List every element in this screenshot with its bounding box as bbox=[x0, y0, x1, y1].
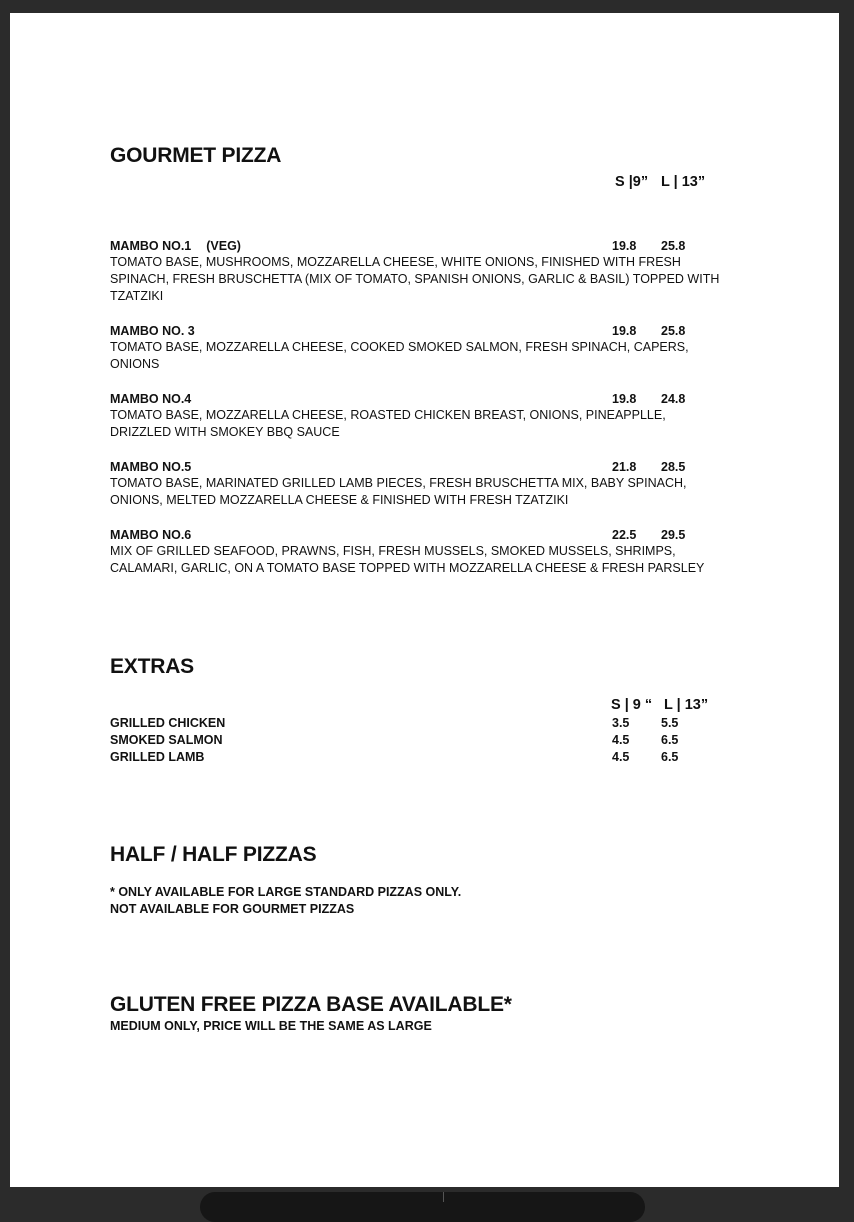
item-price-large: 29.5 bbox=[661, 528, 686, 542]
item-name: MAMBO NO.6 bbox=[110, 528, 192, 542]
item-price-small: 19.8 bbox=[612, 392, 637, 406]
toolbar-divider bbox=[443, 1192, 444, 1202]
section-title-half-half: HALF / HALF PIZZAS bbox=[110, 843, 317, 866]
item-price-large: 25.8 bbox=[661, 239, 686, 253]
item-name: MAMBO NO. 3 bbox=[110, 324, 195, 338]
menu-item bbox=[110, 528, 730, 577]
extra-price-large: 6.5 bbox=[661, 733, 679, 747]
item-price-small: 22.5 bbox=[612, 528, 637, 542]
half-half-note-line-2: NOT AVAILABLE FOR GOURMET PIZZAS bbox=[110, 902, 355, 916]
item-price-large: 24.8 bbox=[661, 392, 686, 406]
gluten-free-note: MEDIUM ONLY, PRICE WILL BE THE SAME AS LARGE bbox=[110, 1019, 432, 1033]
extras-size-small-header: S | 9 “ bbox=[611, 697, 653, 713]
item-tag: (VEG) bbox=[206, 239, 241, 253]
extra-item-name: GRILLED CHICKEN bbox=[110, 716, 226, 730]
extra-price-large: 5.5 bbox=[661, 716, 679, 730]
section-title-extras: EXTRAS bbox=[110, 655, 194, 678]
half-half-note-line-1: * ONLY AVAILABLE FOR LARGE STANDARD PIZZAS ONLY. bbox=[110, 885, 462, 899]
extra-price-large: 6.5 bbox=[661, 750, 679, 764]
section-title-gourmet: GOURMET PIZZA bbox=[110, 144, 282, 167]
viewer-toolbar[interactable] bbox=[200, 1192, 645, 1222]
item-name: MAMBO NO.5 bbox=[110, 460, 192, 474]
extras-size-large-header: L | 13” bbox=[664, 697, 709, 713]
extra-price-small: 3.5 bbox=[612, 716, 630, 730]
extra-item-name: SMOKED SALMON bbox=[110, 733, 223, 747]
item-description: MIX OF GRILLED SEAFOOD, PRAWNS, FISH, FRESH MUSSELS, SMOKED MUSSELS, SHRIMPS, CALAMARI, GARLIC, ON A TOMATO BASE TOPPED WITH MOZZARELLA CHEESE & FRESH PARSLEY bbox=[110, 544, 705, 575]
item-price-large: 25.8 bbox=[661, 324, 686, 338]
item-price-small: 21.8 bbox=[612, 460, 637, 474]
extra-item-name: GRILLED LAMB bbox=[110, 750, 205, 764]
item-name: MAMBO NO.1 bbox=[110, 239, 192, 253]
section-title-gluten-free: GLUTEN FREE PIZZA BASE AVAILABLE* bbox=[110, 993, 512, 1016]
item-name: MAMBO NO.4 bbox=[110, 392, 192, 406]
item-description: TOMATO BASE, MUSHROOMS, MOZZARELLA CHEESE, WHITE ONIONS, FINISHED WITH FRESH SPINACH, FRESH BRUSCHETTA (MIX OF TOMATO, SPANISH ONIONS, GARLIC & BASIL) TOPPED WITH TZATZIKI bbox=[110, 255, 720, 303]
menu-item bbox=[110, 324, 730, 373]
menu-item bbox=[110, 239, 730, 305]
menu-item bbox=[110, 460, 730, 509]
menu-item bbox=[110, 392, 730, 441]
gourmet-size-small-header: S |9” bbox=[615, 174, 649, 190]
extra-price-small: 4.5 bbox=[612, 733, 630, 747]
gourmet-size-large-header: L | 13” bbox=[661, 174, 706, 190]
item-description: TOMATO BASE, MOZZARELLA CHEESE, COOKED SMOKED SALMON, FRESH SPINACH, CAPERS, ONIONS bbox=[110, 340, 689, 371]
item-price-small: 19.8 bbox=[612, 239, 637, 253]
item-description: TOMATO BASE, MOZZARELLA CHEESE, ROASTED CHICKEN BREAST, ONIONS, PINEAPPLLE, DRIZZLED WITH SMOKEY BBQ SAUCE bbox=[110, 408, 666, 439]
extra-price-small: 4.5 bbox=[612, 750, 630, 764]
menu-page bbox=[10, 13, 839, 1187]
item-description: TOMATO BASE, MARINATED GRILLED LAMB PIECES, FRESH BRUSCHETTA MIX, BABY SPINACH, ONIONS, MELTED MOZZARELLA CHEESE & FINISHED WITH FRESH TZATZIKI bbox=[110, 476, 687, 507]
item-price-small: 19.8 bbox=[612, 324, 637, 338]
item-price-large: 28.5 bbox=[661, 460, 686, 474]
